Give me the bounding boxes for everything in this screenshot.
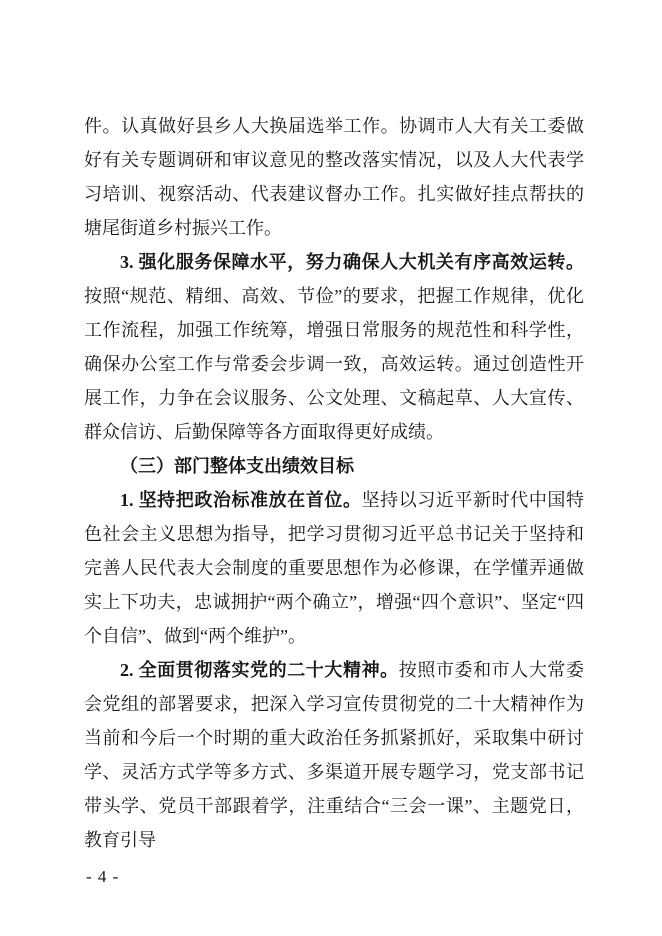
section-heading-text: （三）部门整体支出绩效目标 [120, 456, 354, 476]
paragraph-text: 件。认真做好县乡人大换届选举工作。协调市人大有关工委做好有关专题调研和审议意见的整改落实情况，以及人大代表学习培训、视察活动、代表建议督办工作。扎实做好挂点帮扶的塘尾街道乡村振兴工作。 [84, 116, 584, 238]
page-number: - 4 - [86, 867, 120, 886]
section-heading [84, 449, 584, 483]
paragraph-lead-bold: 3. 强化服务保障水平，努力确保人大机关有序高效运转。 [120, 252, 584, 272]
page-footer [86, 867, 119, 887]
paragraph-continuation [84, 109, 584, 245]
paragraph-text: 坚持以习近平新时代中国特色社会主义思想为指导，把学习贯彻习近平总书记关于坚持和完善人民代表大会制度的重要思想作为必修课，在学懂弄通做实上下功夫，忠诚拥护“两个确立”，增强“四个意识”、坚定“四个自信”、做到“两个维护”。 [84, 490, 585, 646]
document-body [84, 109, 584, 857]
paragraph-party-congress-spirit [84, 653, 584, 857]
paragraph-lead-bold: 2. 全面贯彻落实党的二十大精神。 [120, 660, 399, 680]
paragraph-political-standard [84, 483, 584, 653]
paragraph-text: 按照市委和市人大常委会党组的部署要求，把深入学习宣传贯彻党的二十大精神作为当前和今后一个时期的重大政治任务抓紧抓好，采取集中研讨学、灵活方式学等多方式、多渠道开展专题学习，党支部书记带头学、党员干部跟着学，注重结合“三会一课”、主题党日，教育引导 [84, 660, 584, 850]
paragraph-service-guarantee [84, 245, 584, 449]
paragraph-text: 按照“规范、精细、高效、节俭”的要求，把握工作规律，优化工作流程，加强工作统筹，增强日常服务的规范性和科学性，确保办公室工作与常委会步调一致，高效运转。通过创造性开展工作，力争在会议服务、公文处理、文稿起草、人大宣传、群众信访、后勤保障等各方面取得更好成绩。 [84, 286, 584, 442]
paragraph-lead-bold: 1. 坚持把政治标准放在首位。 [120, 490, 362, 510]
